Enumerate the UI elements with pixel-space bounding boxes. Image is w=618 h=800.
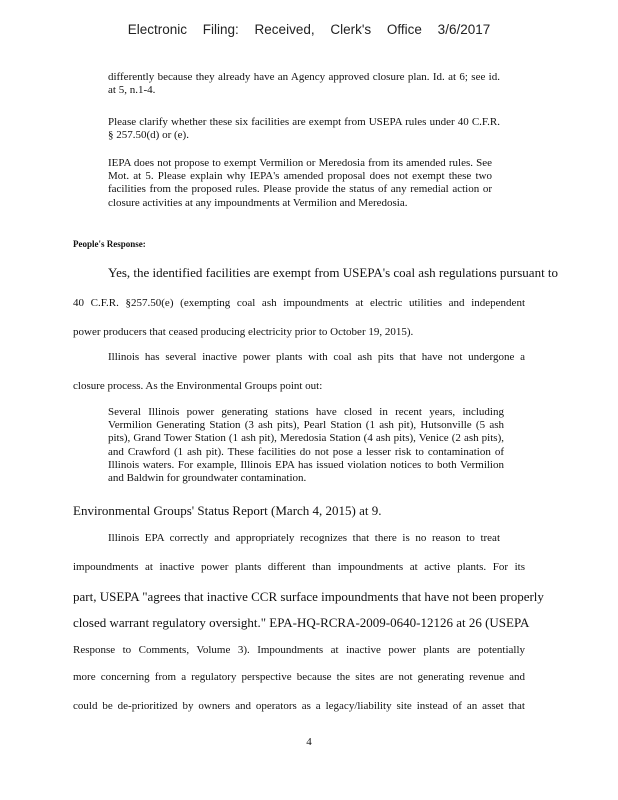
page-number: 4 xyxy=(306,736,312,748)
paragraph-line: Yes, the identified facilities are exempt from USEPA's coal ash regulations pursuant to xyxy=(108,265,559,280)
paragraph-line: Response to Comments, Volume 3). Impoundments at inactive power plants are potentially xyxy=(73,644,525,656)
paragraph-line: power producers that ceased producing electricity prior to October 19, 2015). xyxy=(73,326,414,338)
response-heading: People's Response: xyxy=(73,239,146,249)
paragraph-line: closure process. As the Environmental Groups point out: xyxy=(73,380,323,392)
block-quote: Several Illinois power generating stations have closed in recent years, including Vermilion Generating Station (3 ash pits), Pearl Station (1 ash pit), Hutsonville (5 ash pits), Grand Tower Station (1 ash pit), Meredosia Station (4 ash pits), Venice (2 ash pits), and Crawford (1 ash pit). These facilities do not pose a lesser risk to contamination of Illinois waters. For example, Illinois EPA has issued violation notices to both Vermilion and Baldwin for groundwater contamination. xyxy=(108,406,504,485)
paragraph-line: more concerning from a regulatory perspective because the sites are not generating revenue and xyxy=(73,671,525,683)
paragraph-line: Illinois EPA correctly and appropriately recognizes that there is no reason to treat xyxy=(108,532,500,544)
paragraph-line: impoundments at inactive power plants different than impoundments at active plants. For its xyxy=(73,561,525,573)
paragraph-line: 40 C.F.R. §257.50(e) (exempting coal ash impoundments at electric utilities and independent xyxy=(73,297,525,309)
paragraph-line: could be de-prioritized by owners and operators as a legacy/liability site instead of an asset that xyxy=(73,700,525,712)
paragraph-line: closed warrant regulatory oversight." EPA-HQ-RCRA-2009-0640-12126 at 26 (USEPA xyxy=(73,615,530,630)
paragraph-line: Illinois has several inactive power plants with coal ash pits that have not undergone a xyxy=(108,351,525,363)
quoted-question-vermilion: IEPA does not propose to exempt Vermilion or Meredosia from its amended rules. See Mot. at 5. Please explain why IEPA's amended proposal does not exempt these two facilities from the proposed rules. Please provide the status of any remedial action or closure activities at any impoundments at Vermilion and Meredosia. xyxy=(108,157,492,209)
paragraph-line: part, USEPA "agrees that inactive CCR surface impoundments that have not been properly xyxy=(73,589,544,604)
filing-stamp-header: Electronic Filing: Received, Clerk's Office 3/6/2017 xyxy=(127,22,491,37)
quoted-question-clarify: Please clarify whether these six facilities are exempt from USEPA rules under 40 C.F.R. § 257.50(d) or (e). xyxy=(108,116,500,142)
citation: Environmental Groups' Status Report (March 4, 2015) at 9. xyxy=(73,503,382,518)
quoted-question-continuation: differently because they already have an Agency approved closure plan. Id. at 6; see id. at 5, n.1-4. xyxy=(108,71,500,97)
